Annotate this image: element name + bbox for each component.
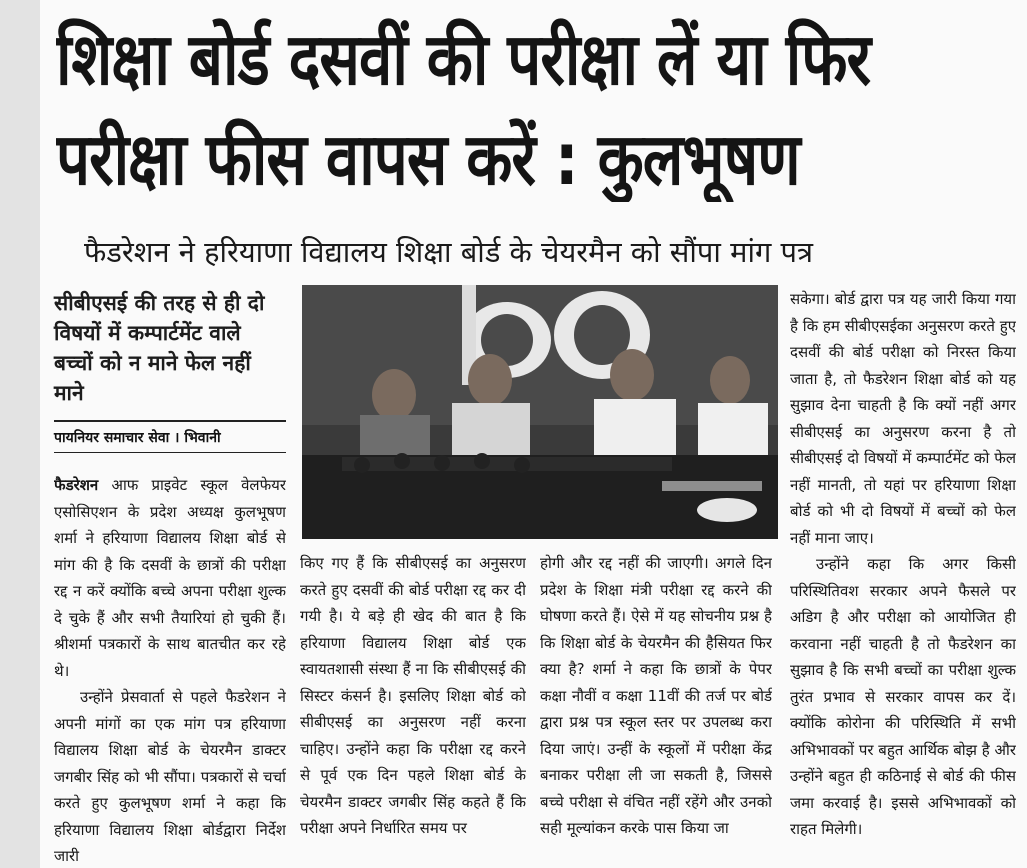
col1-paragraph-1-text: आफ प्राइवेट स्कूल वेलफेयर एसोसिएशन के प्रदेश अध्यक्ष कुलभूषण शर्मा ने हरियाणा विद्यालय शिक्षा बोर्ड से मांग की है कि दसवीं के छात्रों की परीक्षा रद्द न करें क्योंकि बच्चे अपना परीक्षा शुल्क दे चुके हैं और सभी तैयारियां हो चुकी हैं। श्रीशर्मा पत्रकारों के साथ बातचीत कर रहे थे। bbox=[54, 476, 286, 680]
headline-line-1: शिक्षा बोर्ड दसवीं की परीक्षा लें या फिर bbox=[56, 18, 871, 102]
col1-paragraph-2: उन्होंने प्रेसवार्ता से पहले फैडरेशन ने अपनी मांगों का एक मांग पत्र हरियाणा विद्यालय शिक्षा बोर्ड के चेयरमैन डाक्टर जगबीर सिंह को भी सौंपा। पत्रकारों से चर्चा करते हुए कुलभूषण शर्मा ने कहा कि हरियाणा विद्यालय शिक्षा बोर्डद्वारा निर्देश जारी bbox=[54, 688, 286, 865]
byline: पायनियर समाचार सेवा । भिवानी bbox=[54, 430, 221, 446]
byline-rule bbox=[54, 452, 286, 453]
column-3 bbox=[540, 550, 772, 868]
headline-line-2: परीक्षा फीस वापस करें : कुलभूषण bbox=[56, 118, 800, 202]
col4-paragraph-1: सकेगा। बोर्ड द्वारा पत्र यह जारी किया गया है कि हम सीबीएसईका अनुसरण करते हुए दसवीं की बोर्ड परीक्षा को निरस्त किया जाता है, तो फैडरेशन शिक्षा बोर्ड को यह सुझाव देना चाहती है कि क्यों नहीं अगर सीबीएसई का अनुसरण करना है तो सीबीएसई दो विषयों में कम्पार्टमेंट को फेल नहीं मानती, तो यहां पर हरियाणा शिक्षा बोर्ड को भी दो विषयों में बच्चों को फेल नहीं माना जाए। bbox=[790, 290, 1016, 547]
lead-word: फैडरेशन bbox=[54, 476, 99, 494]
col2-paragraph: किए गए हैं कि सीबीएसई का अनुसरण करते हुए दसवीं की बोर्ड परीक्षा रद्द कर दी गयी है। ये बड़े ही खेद की बात है कि हरियाणा विद्यालय शिक्षा बोर्ड एक स्वायतशासी संस्था हैं ना कि सीबीएसई की सिस्टर कंसर्न है। इसलिए शिक्षा बोर्ड को सीबीएसई का अनुसरण नहीं करना चाहिए। उन्होंने कहा कि परीक्षा रद्द करने से पूर्व एक दिन पहले शिक्षा बोर्ड के चेयरमैन डाक्टर जगबीर सिंह कहते हैं कि परीक्षा अपने निर्धारित समय पर bbox=[300, 554, 526, 837]
column-1 bbox=[54, 472, 286, 868]
pull-quote-rule bbox=[54, 420, 286, 422]
photo-illustration bbox=[302, 285, 778, 539]
subheadline: फैडरेशन ने हरियाणा विद्यालय शिक्षा बोर्ड के चेयरमैन को सौंपा मांग पत्र bbox=[84, 235, 813, 269]
col3-paragraph: होगी और रद्द नहीं की जाएगी। अगले दिन प्रदेश के शिक्षा मंत्री परीक्षा रद्द करने की घोषणा करते हैं। ऐसे में यह सोचनीय प्रश्न है कि शिक्षा बोर्ड के चेयरमैन की हैसियत फिर क्या है? शर्मा ने कहा कि छात्रों के पेपर कक्षा नौवीं व कक्षा 11वीं की तर्ज पर बोर्ड द्वारा प्रश्न पत्र स्कूल स्तर पर उपलब्ध करा दिया जाएं। उन्हीं के स्कूलों में परीक्षा केंद्र बनाकर परीक्षा ली जा सकती है, जिससे बच्चे परीक्षा से वंचित नहीं रहेंगे और उनको सही मूल्यांकन करके पास किया जा bbox=[540, 554, 772, 837]
col4-paragraph-2: उन्होंने कहा कि अगर किसी परिस्थितिवश सरकार अपने फैसले पर अडिग है और परीक्षा को आयोजित ही करवाना नहीं चाहती है तो फैडरेशन का सुझाव है कि सभी बच्चों का परीक्षा शुल्क तुरंत प्रभाव से सरकार वापस कर दें। क्योंकि कोरोना की परिस्थिति में सभी अभिभावकों पर बहुत आर्थिक बोझ है और उन्होंने बहुत ही कठिनाई से बोर्ड की फीस जमा करवाई है। इससे अभिभावकों को राहत मिलेगी। bbox=[790, 555, 1016, 838]
pull-quote: सीबीएसई की तरह से ही दो विषयों में कम्पार्टमेंट वाले बच्चों को न माने फेल नहीं माने bbox=[54, 291, 265, 405]
col1-paragraph-1 bbox=[54, 472, 286, 684]
newspaper-page bbox=[40, 0, 1027, 868]
page-margin bbox=[0, 0, 40, 868]
column-4 bbox=[790, 286, 1016, 868]
column-2 bbox=[300, 550, 526, 868]
press-conference-photo bbox=[302, 285, 778, 539]
